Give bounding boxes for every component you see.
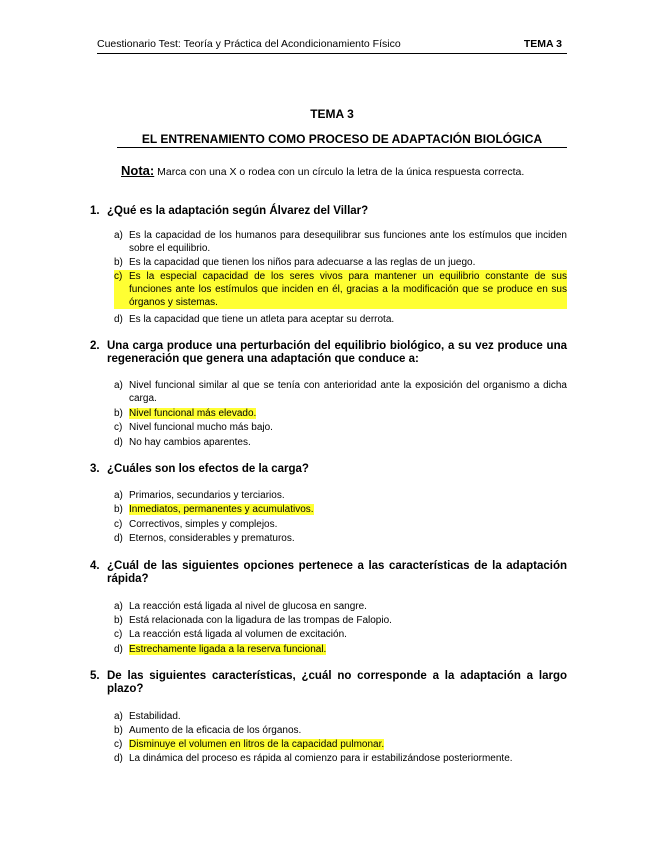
- page-header: [97, 37, 567, 54]
- option-5b[interactable]: [114, 724, 567, 737]
- option-letter: a): [114, 380, 123, 391]
- option-letter: b): [114, 408, 123, 419]
- option-text: La reacción está ligada al volumen de excitación.: [129, 629, 347, 640]
- option-letter: d): [114, 533, 123, 544]
- option-4d-correct[interactable]: [114, 643, 567, 656]
- option-letter: c): [114, 629, 123, 640]
- option-2a[interactable]: [114, 379, 567, 405]
- option-1b[interactable]: [114, 256, 567, 269]
- option-text: Está relacionada con la ligadura de las trompas de Falopio.: [129, 615, 392, 626]
- header-course-title: Cuestionario Test: Teoría y Práctica del Acondicionamiento Físico: [97, 38, 401, 50]
- question-5: [90, 670, 567, 696]
- question-2: [90, 340, 567, 366]
- option-1a[interactable]: [114, 229, 567, 255]
- option-letter: b): [114, 615, 123, 626]
- option-letter: c): [114, 739, 123, 750]
- question-3: [90, 463, 567, 476]
- question-text: De las siguientes características, ¿cuál no corresponde a la adaptación a largo plazo?: [107, 670, 567, 695]
- option-letter: d): [114, 314, 123, 325]
- option-text: La reacción está ligada al nivel de glucosa en sangre.: [129, 601, 367, 612]
- option-letter: c): [114, 519, 123, 530]
- note-label: Nota:: [121, 163, 155, 178]
- option-5a[interactable]: [114, 710, 567, 723]
- option-letter: a): [114, 230, 123, 241]
- option-4a[interactable]: [114, 600, 567, 613]
- option-text: Inmediatos, permanentes y acumulativos.: [129, 504, 314, 515]
- question-number: 1.: [90, 205, 100, 217]
- question-number: 2.: [90, 340, 100, 352]
- option-4c[interactable]: [114, 628, 567, 641]
- option-letter: a): [114, 711, 123, 722]
- option-2b-correct[interactable]: [114, 407, 567, 420]
- question-text: ¿Cuál de las siguientes opciones pertenece a las características de la adaptación rápida?: [107, 560, 567, 585]
- option-5d[interactable]: [114, 752, 567, 765]
- question-number: 3.: [90, 463, 100, 475]
- question-number: 4.: [90, 560, 100, 572]
- question-text: ¿Qué es la adaptación según Álvarez del Villar?: [107, 205, 369, 217]
- tema-heading: TEMA 3: [310, 107, 354, 121]
- option-text: No hay cambios aparentes.: [129, 437, 251, 448]
- option-text: Nivel funcional mucho más bajo.: [129, 422, 273, 433]
- question-4: [90, 560, 567, 586]
- option-4b[interactable]: [114, 614, 567, 627]
- option-text: Nivel funcional más elevado.: [129, 408, 257, 419]
- option-text: Es la especial capacidad de los seres vivos para mantener un equilibrio constante de sus funciones ante los estímulos que inciden en él, gracias a la modificación que se produce en sus órganos y sistemas.: [129, 271, 567, 308]
- option-text: Es la capacidad que tienen los niños para adecuarse a las reglas de un juego.: [129, 257, 476, 268]
- option-letter: c): [114, 271, 123, 282]
- option-letter: d): [114, 437, 123, 448]
- option-3d[interactable]: [114, 532, 567, 545]
- option-text: Primarios, secundarios y terciarios.: [129, 490, 285, 501]
- option-letter: b): [114, 257, 123, 268]
- option-text: Es la capacidad que tiene un atleta para aceptar su derrota.: [129, 314, 395, 325]
- option-text: Estrechamente ligada a la reserva funcional.: [129, 644, 327, 655]
- option-letter: c): [114, 422, 123, 433]
- option-text: Correctivos, simples y complejos.: [129, 519, 278, 530]
- option-3a[interactable]: [114, 489, 567, 502]
- option-1d[interactable]: [114, 313, 567, 326]
- option-1c-correct[interactable]: [114, 270, 567, 309]
- option-3b-correct[interactable]: [114, 503, 567, 516]
- option-text: Eternos, considerables y prematuros.: [129, 533, 295, 544]
- option-2d[interactable]: [114, 436, 567, 449]
- option-letter: d): [114, 644, 123, 655]
- question-text: ¿Cuáles son los efectos de la carga?: [107, 463, 309, 475]
- page-title: EL ENTRENAMIENTO COMO PROCESO DE ADAPTACIÓN BIOLÓGICA: [117, 132, 567, 148]
- note-text: Marca con una X o rodea con un círculo la letra de la única respuesta correcta.: [157, 166, 525, 178]
- option-text: La dinámica del proceso es rápida al comienzo para ir estabilizándose posteriormente.: [129, 753, 513, 764]
- option-5c-correct[interactable]: [114, 738, 567, 751]
- option-letter: d): [114, 753, 123, 764]
- option-text: Nivel funcional similar al que se tenía con anterioridad ante la exposición del organismo a dicha carga.: [129, 380, 567, 404]
- instruction-note: [121, 163, 524, 178]
- question-number: 5.: [90, 670, 100, 682]
- option-text: Aumento de la eficacia de los órganos.: [129, 725, 302, 736]
- option-letter: b): [114, 504, 123, 515]
- option-text: Es la capacidad de los humanos para desequilibrar sus funciones ante los estímulos que inciden sobre el equilibrio.: [129, 230, 567, 254]
- option-letter: a): [114, 490, 123, 501]
- option-2c[interactable]: [114, 421, 567, 434]
- option-letter: b): [114, 725, 123, 736]
- question-1: [90, 205, 567, 218]
- option-text: Estabilidad.: [129, 711, 181, 722]
- question-text: Una carga produce una perturbación del equilibrio biológico, a su vez produce una regeneración que genera una adaptación que conduce a:: [107, 340, 567, 365]
- header-tema-label: TEMA 3: [523, 38, 562, 50]
- option-3c[interactable]: [114, 518, 567, 531]
- option-letter: a): [114, 601, 123, 612]
- option-text: Disminuye el volumen en litros de la capacidad pulmonar.: [129, 739, 385, 750]
